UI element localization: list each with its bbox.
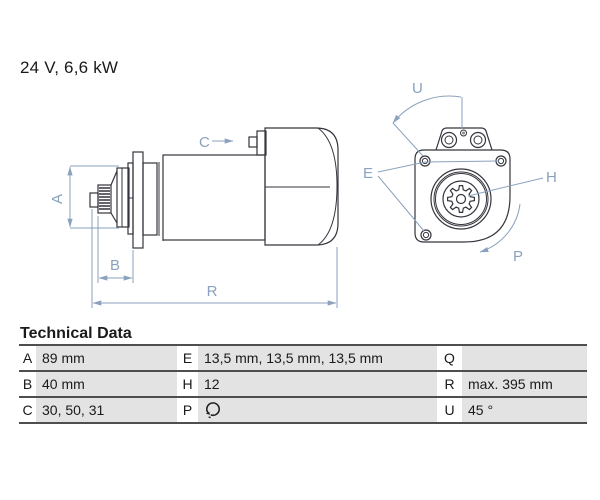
key-cell-a: A xyxy=(19,346,36,370)
shaft-tip xyxy=(90,193,98,207)
key-cell-c: C xyxy=(19,398,36,422)
gear-teeth-outline xyxy=(448,186,475,213)
bearing-housing xyxy=(143,163,157,235)
drive-cone xyxy=(111,171,117,223)
table-row xyxy=(19,396,587,422)
mounting-flange xyxy=(133,152,143,248)
key-cell-u: U xyxy=(437,398,462,422)
dim-label-a: A xyxy=(49,193,66,205)
value-cell-r: max. 395 mm xyxy=(462,372,587,396)
value-cell-a: 89 mm xyxy=(36,346,177,370)
value-cell-q xyxy=(462,346,587,370)
key-cell-b: B xyxy=(19,372,36,396)
key-cell-r: R xyxy=(437,372,462,396)
dim-label-b: B xyxy=(109,257,121,274)
table-row xyxy=(19,370,587,396)
key-cell-e: E xyxy=(177,346,198,370)
dimension-e-leaders xyxy=(378,161,499,231)
value-cell-p xyxy=(198,398,437,422)
pinion-teeth-hatch xyxy=(99,188,110,209)
drive-housing xyxy=(117,168,129,227)
gear-center-hole xyxy=(457,195,466,204)
value-cell-e: 13,5 mm, 13,5 mm, 13,5 mm xyxy=(198,346,437,370)
value-cell-c: 30, 50, 31 xyxy=(36,398,177,422)
end-cap-dome-lines xyxy=(265,128,337,245)
value-cell-u: 45 ° xyxy=(462,398,587,422)
dim-label-e: E xyxy=(363,165,374,182)
key-cell-h: H xyxy=(177,372,198,396)
terminal-stud-small xyxy=(249,137,257,147)
value-cell-h: 12 xyxy=(198,372,437,396)
technical-data-heading: Technical Data xyxy=(20,325,132,342)
terminal-hole-left xyxy=(442,133,457,148)
terminal-hole-right xyxy=(471,133,486,148)
side-view-drawing xyxy=(49,128,338,308)
rotation-ccw-icon xyxy=(204,401,222,419)
front-view-drawing xyxy=(363,80,557,265)
dimension-a xyxy=(70,166,119,228)
dim-label-c: C xyxy=(199,134,210,151)
page-title: 24 V, 6,6 kW xyxy=(20,58,119,77)
dim-label-p: P xyxy=(513,248,524,265)
dim-label-u: U xyxy=(412,80,423,97)
dim-label-r: R xyxy=(206,283,218,300)
terminal-bracket xyxy=(436,128,492,150)
neck-rings xyxy=(159,157,163,241)
key-cell-p: P xyxy=(177,398,198,422)
motor-body xyxy=(163,155,265,240)
technical-data-table xyxy=(19,344,587,424)
pinion-front xyxy=(431,169,491,229)
dim-label-h: H xyxy=(546,169,557,186)
table-row xyxy=(19,344,587,370)
value-cell-b: 40 mm xyxy=(36,372,177,396)
key-cell-q: Q xyxy=(437,346,462,370)
